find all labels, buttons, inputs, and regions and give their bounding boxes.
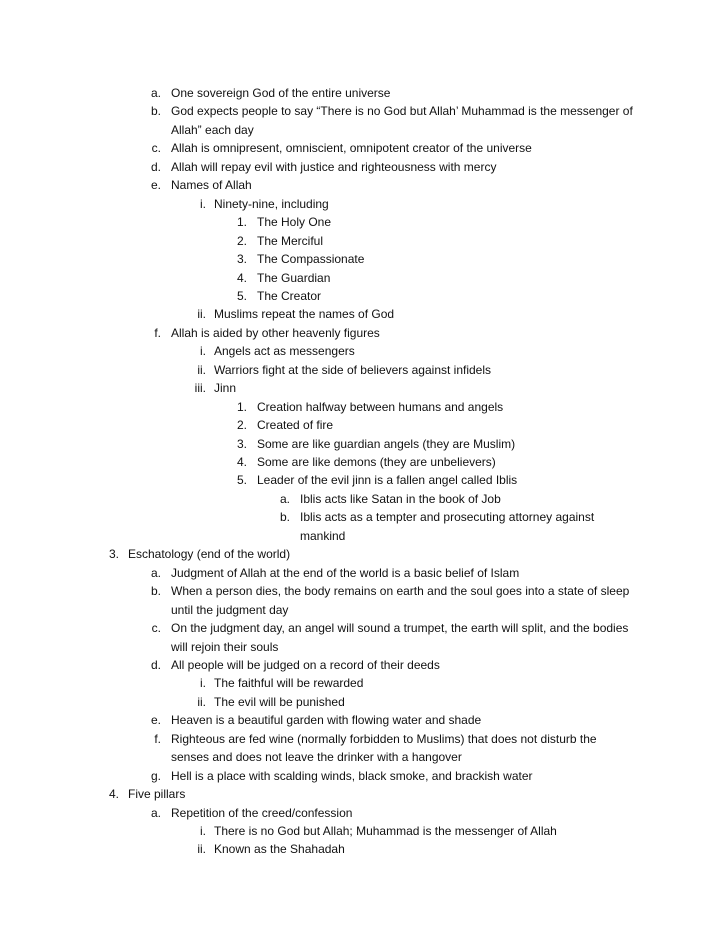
outline-marker: e. bbox=[150, 713, 161, 728]
outline-text: Five pillars bbox=[128, 787, 186, 802]
outline-text: The Creator bbox=[257, 288, 322, 303]
outline-text: will rejoin their souls bbox=[171, 639, 279, 654]
outline-marker: 1. bbox=[236, 399, 247, 414]
outline-marker: ii. bbox=[197, 842, 206, 857]
outline-text: Known as the Shahadah bbox=[214, 842, 345, 857]
outline-text: Names of Allah bbox=[171, 178, 252, 193]
outline-text: Hell is a place with scalding winds, black smoke, and brackish water bbox=[171, 768, 533, 783]
outline-text: mankind bbox=[300, 528, 346, 543]
outline-marker: c. bbox=[151, 621, 161, 636]
outline-text: God expects people to say “There is no God but Allah’ Muhammad is the messenger of bbox=[171, 104, 633, 119]
outline-text: Angels act as messengers bbox=[214, 344, 355, 359]
outline-text: The Compassionate bbox=[257, 252, 365, 267]
outline-marker: 5. bbox=[236, 473, 247, 488]
outline-marker: 1. bbox=[236, 215, 247, 230]
outline-text: The faithful will be rewarded bbox=[214, 676, 364, 691]
outline-text: Eschatology (end of the world) bbox=[128, 547, 291, 562]
outline-text: When a person dies, the body remains on earth and the soul goes into a state of sleep bbox=[171, 584, 630, 599]
outline-marker: a. bbox=[150, 805, 161, 820]
outline-text: Iblis acts like Satan in the book of Job bbox=[300, 491, 501, 506]
outline-marker: f. bbox=[154, 731, 161, 746]
outline-marker: 5. bbox=[236, 288, 247, 303]
outline-text: The Holy One bbox=[257, 215, 332, 230]
outline-marker: a. bbox=[150, 565, 161, 580]
outline-text: Righteous are fed wine (normally forbidden to Muslims) that does not disturb the bbox=[171, 731, 597, 746]
outline-marker: f. bbox=[154, 325, 161, 340]
outline-text: Warriors fight at the side of believers against infidels bbox=[214, 362, 492, 377]
outline-marker: ii. bbox=[197, 307, 206, 322]
outline-marker: a. bbox=[279, 491, 290, 506]
outline-text: Judgment of Allah at the end of the world is a basic belief of Islam bbox=[171, 565, 520, 580]
outline-text: Created of fire bbox=[257, 418, 334, 433]
outline-marker: i. bbox=[200, 676, 206, 691]
outline-marker: i. bbox=[200, 824, 206, 838]
outline-marker: 2. bbox=[236, 418, 247, 433]
outline-text: All people will be judged on a record of their deeds bbox=[171, 657, 440, 672]
outline-marker: 4. bbox=[236, 455, 247, 469]
outline-text: Allah is aided by other heavenly figures bbox=[171, 325, 380, 340]
outline-text: Heaven is a beautiful garden with flowing water and shade bbox=[171, 713, 482, 728]
outline-text: Allah will repay evil with justice and righteousness with mercy bbox=[171, 159, 497, 174]
outline-marker: 3. bbox=[236, 252, 247, 267]
outline-marker: i. bbox=[200, 344, 206, 359]
outline-marker: b. bbox=[150, 584, 161, 599]
outline-marker: i. bbox=[200, 196, 206, 211]
outline-text: Repetition of the creed/confession bbox=[171, 805, 353, 820]
outline-text: Allah” each day bbox=[171, 122, 254, 137]
outline-marker: d. bbox=[150, 657, 161, 672]
outline-text: Some are like demons (they are unbelievers) bbox=[257, 455, 496, 469]
outline-marker: 3. bbox=[236, 436, 247, 451]
outline-marker: b. bbox=[279, 510, 290, 525]
outline-text: Some are like guardian angels (they are Muslim) bbox=[257, 436, 516, 451]
outline-marker: iii. bbox=[194, 381, 206, 396]
outline-text: The Merciful bbox=[257, 233, 324, 248]
outline-text: One sovereign God of the entire universe bbox=[171, 86, 391, 100]
outline-marker: ii. bbox=[197, 362, 206, 377]
outline-marker: a. bbox=[150, 86, 161, 100]
outline-marker: ii. bbox=[197, 694, 206, 709]
outline-text: Jinn bbox=[214, 381, 237, 396]
outline-marker: 3. bbox=[108, 547, 119, 562]
outline-text: The evil will be punished bbox=[214, 694, 345, 709]
outline-text: There is no God but Allah; Muhammad is the messenger of Allah bbox=[214, 824, 557, 838]
outline-text: Leader of the evil jinn is a fallen angel called Iblis bbox=[257, 473, 518, 488]
outline-marker: g. bbox=[150, 768, 161, 783]
outline-text: Allah is omnipresent, omniscient, omnipotent creator of the universe bbox=[171, 141, 532, 156]
outline-text: Ninety-nine, including bbox=[214, 196, 329, 211]
outline-text: until the judgment day bbox=[171, 602, 289, 617]
outline-marker: d. bbox=[150, 159, 161, 174]
outline-marker: c. bbox=[151, 141, 161, 156]
outline-text: The Guardian bbox=[257, 270, 331, 285]
outline-text: Muslims repeat the names of God bbox=[214, 307, 395, 322]
outline-marker: b. bbox=[150, 104, 161, 119]
outline-marker: 4. bbox=[236, 270, 247, 285]
outline-marker: 2. bbox=[236, 233, 247, 248]
outline-text: On the judgment day, an angel will sound a trumpet, the earth will split, and the bodies bbox=[171, 621, 629, 636]
outline-text: senses and does not leave the drinker with a hangover bbox=[171, 750, 462, 765]
outline-text: Iblis acts as a tempter and prosecuting attorney against bbox=[300, 510, 595, 525]
outline-marker: 4. bbox=[108, 787, 119, 802]
outline-marker: e. bbox=[150, 178, 161, 193]
outline-text: Creation halfway between humans and angels bbox=[257, 399, 504, 414]
